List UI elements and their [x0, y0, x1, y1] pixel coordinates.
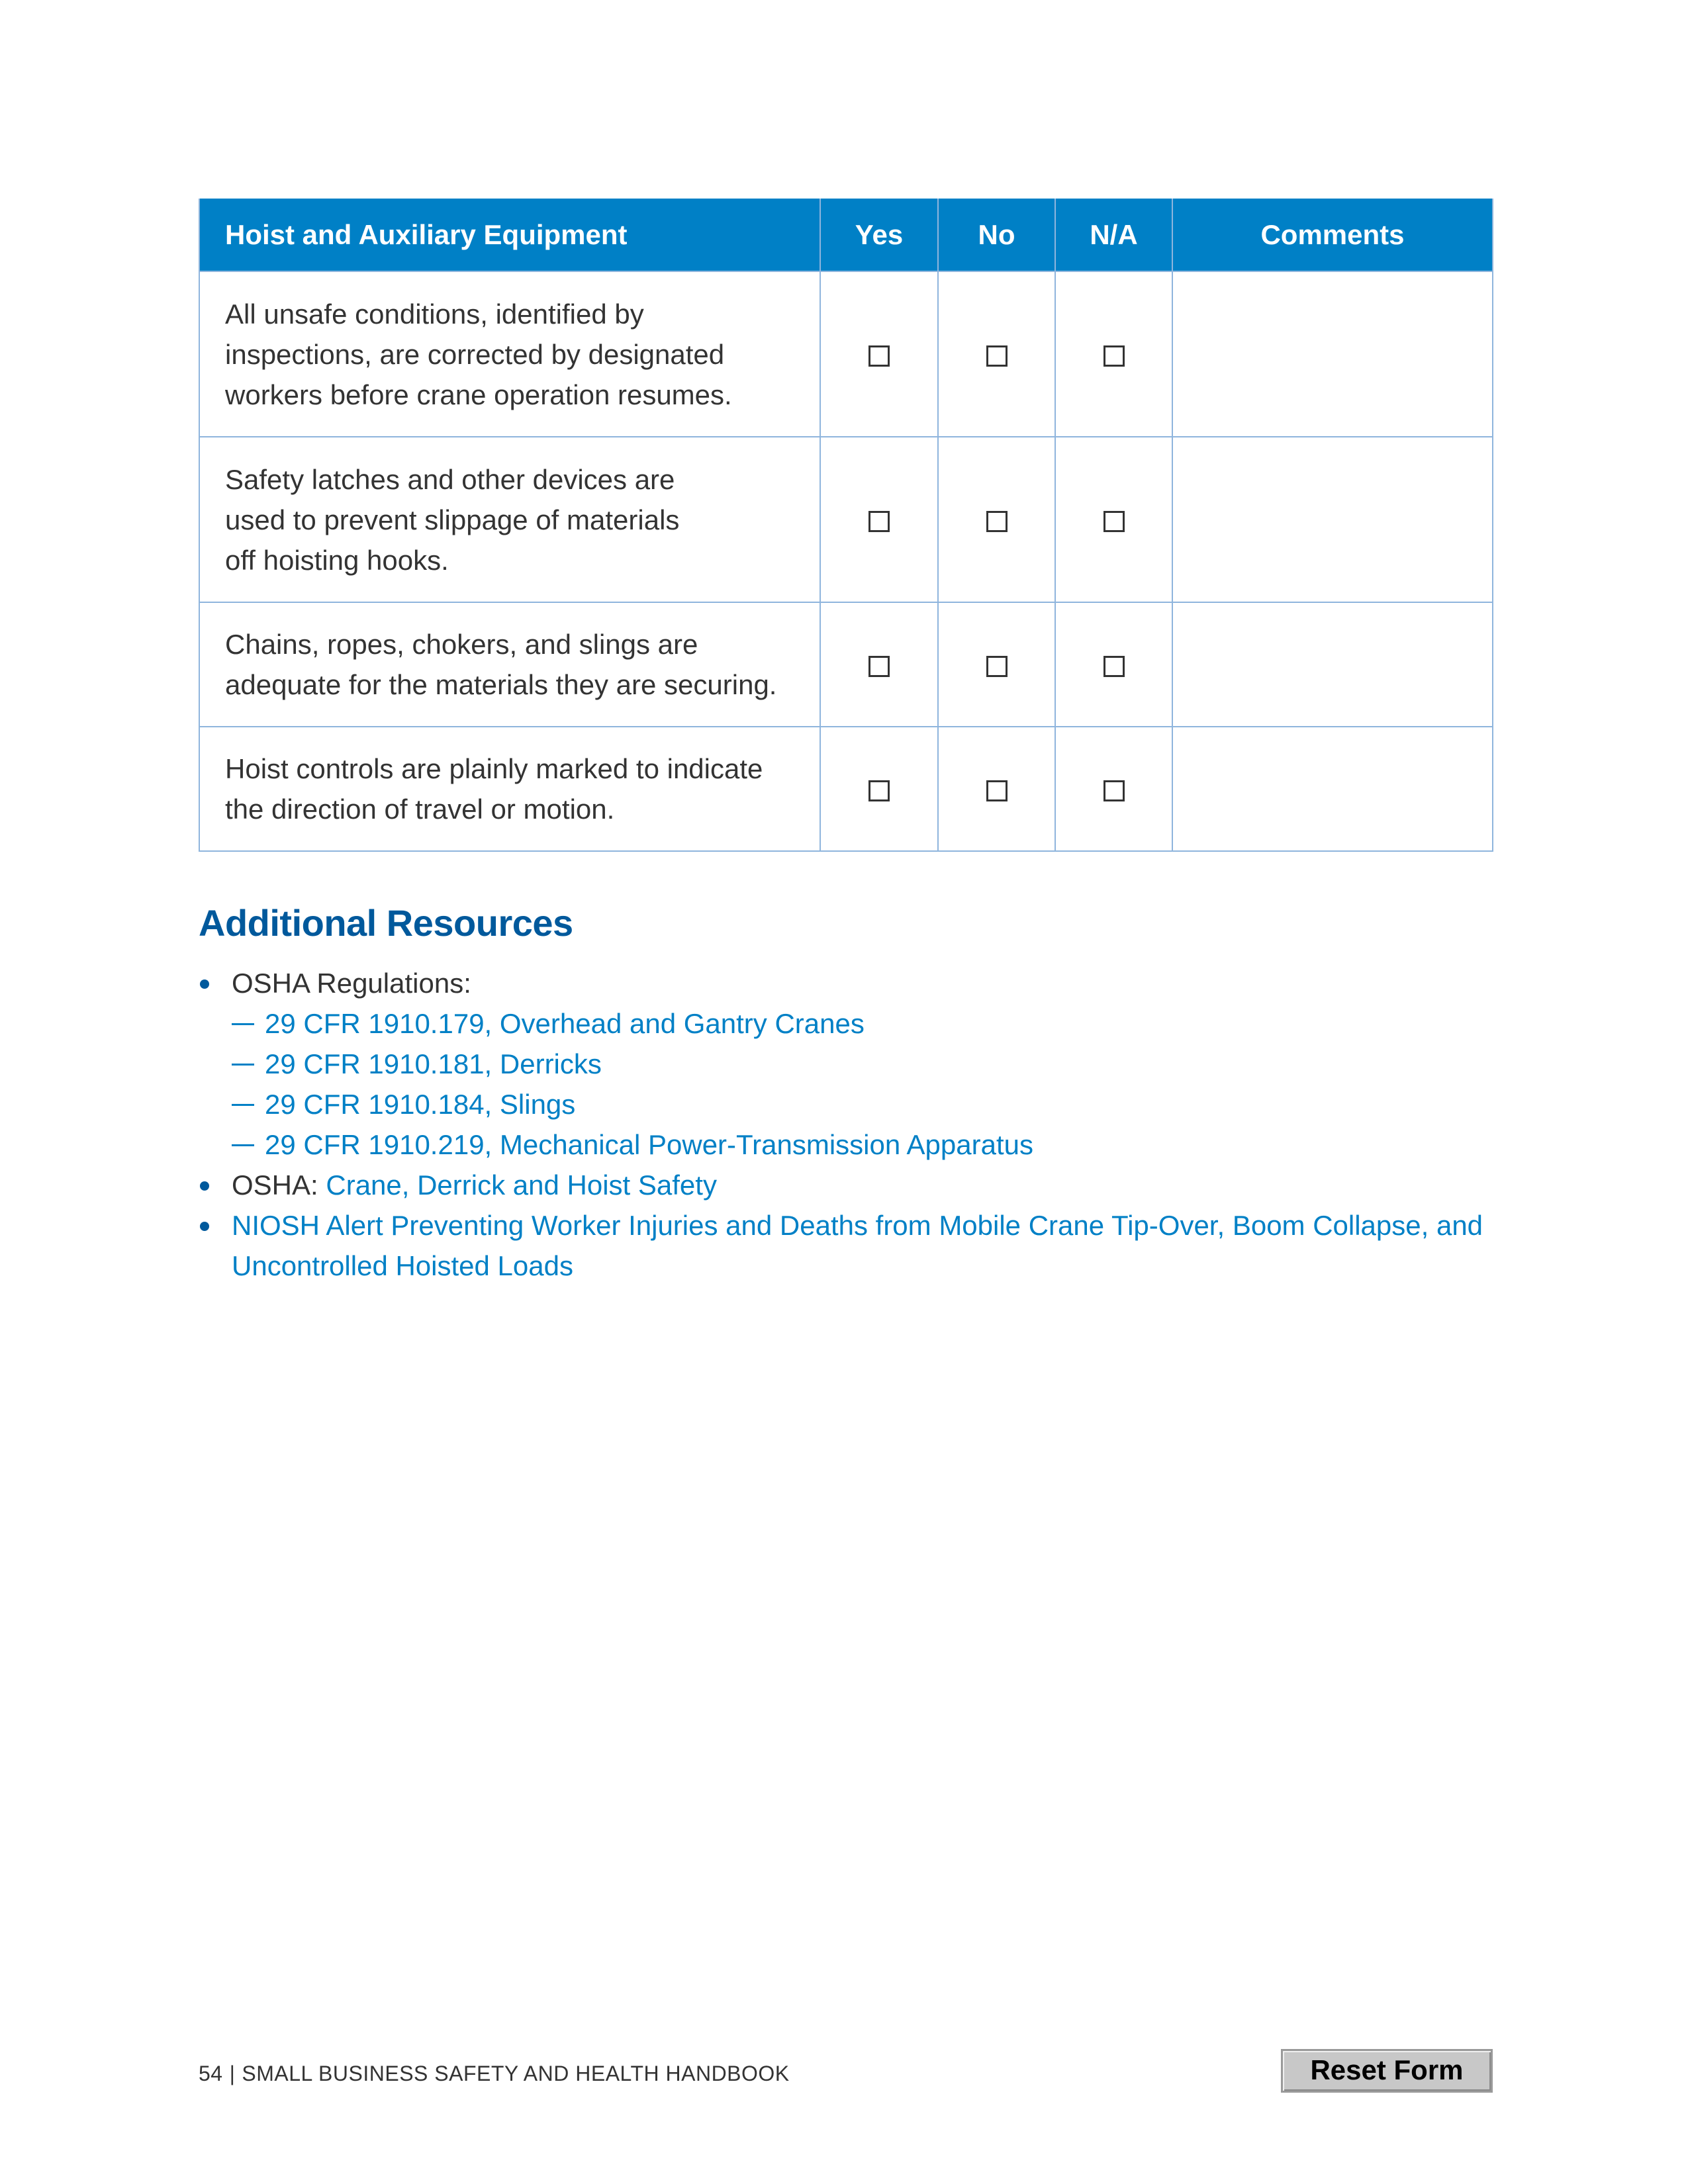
- yes-checkbox[interactable]: [868, 656, 890, 677]
- page-footer: [199, 2062, 790, 2086]
- na-checkbox[interactable]: [1103, 656, 1125, 677]
- table-header-row: [199, 199, 1493, 271]
- table-row: [199, 727, 1493, 851]
- yes-checkbox[interactable]: [868, 345, 890, 367]
- list-item: [199, 1165, 1496, 1205]
- dash-icon: [232, 1064, 254, 1066]
- list-item: [232, 1003, 1496, 1044]
- table-row: [199, 602, 1493, 727]
- regulation-link[interactable]: 29 CFR 1910.181, Derricks: [265, 1048, 602, 1079]
- item-text: All unsafe conditions, identified by inspections, are corrected by designated workers before crane operation resumes.: [199, 271, 820, 437]
- regulation-link[interactable]: 29 CFR 1910.179, Overhead and Gantry Cranes: [265, 1008, 865, 1039]
- dash-icon: [232, 1023, 254, 1025]
- bullet-icon: [200, 1222, 209, 1231]
- footer-separator: |: [229, 2062, 236, 2085]
- yes-checkbox[interactable]: [868, 511, 890, 532]
- header-na: N/A: [1055, 199, 1172, 271]
- item-text: Chains, ropes, chokers, and slings are adequate for the materials they are securing.: [199, 602, 820, 727]
- bullet-icon: [200, 1181, 209, 1191]
- comments-field[interactable]: [1172, 727, 1493, 851]
- osha-prefix: OSHA:: [232, 1169, 326, 1201]
- no-checkbox[interactable]: [986, 780, 1008, 801]
- table-row: [199, 271, 1493, 437]
- osha-crane-safety-link[interactable]: Crane, Derrick and Hoist Safety: [326, 1169, 717, 1201]
- table-row: [199, 437, 1493, 602]
- list-item: [199, 1205, 1496, 1286]
- dash-icon: [232, 1144, 254, 1146]
- hoist-checklist-table: [199, 199, 1493, 852]
- bullet-icon: [200, 979, 209, 989]
- item-text: Safety latches and other devices are used to prevent slippage of materials off hoisting hooks.: [199, 437, 820, 602]
- reset-form-button[interactable]: Reset Form: [1281, 2049, 1493, 2093]
- item-text: Hoist controls are plainly marked to indicate the direction of travel or motion.: [199, 727, 820, 851]
- list-item: [232, 1084, 1496, 1124]
- osha-regulations-label: OSHA Regulations:: [232, 968, 471, 999]
- additional-resources-heading: Additional Resources: [199, 902, 573, 944]
- comments-field[interactable]: [1172, 602, 1493, 727]
- regulation-link[interactable]: 29 CFR 1910.219, Mechanical Power-Transmission Apparatus: [265, 1129, 1034, 1160]
- no-checkbox[interactable]: [986, 656, 1008, 677]
- na-checkbox[interactable]: [1103, 780, 1125, 801]
- niosh-alert-link[interactable]: NIOSH Alert Preventing Worker Injuries and Deaths from Mobile Crane Tip-Over, Boom Collapse, and Uncontrolled Hoisted Loads: [232, 1210, 1483, 1281]
- na-checkbox[interactable]: [1103, 511, 1125, 532]
- comments-field[interactable]: [1172, 271, 1493, 437]
- page-number: 54: [199, 2062, 223, 2085]
- comments-field[interactable]: [1172, 437, 1493, 602]
- na-checkbox[interactable]: [1103, 345, 1125, 367]
- header-yes: Yes: [820, 199, 938, 271]
- regulation-link[interactable]: 29 CFR 1910.184, Slings: [265, 1089, 576, 1120]
- handbook-title: SMALL BUSINESS SAFETY AND HEALTH HANDBOOK: [242, 2062, 790, 2085]
- header-comments: Comments: [1172, 199, 1493, 271]
- list-item: [232, 1044, 1496, 1084]
- yes-checkbox[interactable]: [868, 780, 890, 801]
- resources-list: [199, 963, 1496, 1286]
- regulations-sublist: [232, 1003, 1496, 1165]
- header-no: No: [938, 199, 1055, 271]
- dash-icon: [232, 1104, 254, 1106]
- header-item: Hoist and Auxiliary Equipment: [199, 199, 820, 271]
- no-checkbox[interactable]: [986, 345, 1008, 367]
- list-item: [232, 1124, 1496, 1165]
- list-item: [199, 963, 1496, 1165]
- no-checkbox[interactable]: [986, 511, 1008, 532]
